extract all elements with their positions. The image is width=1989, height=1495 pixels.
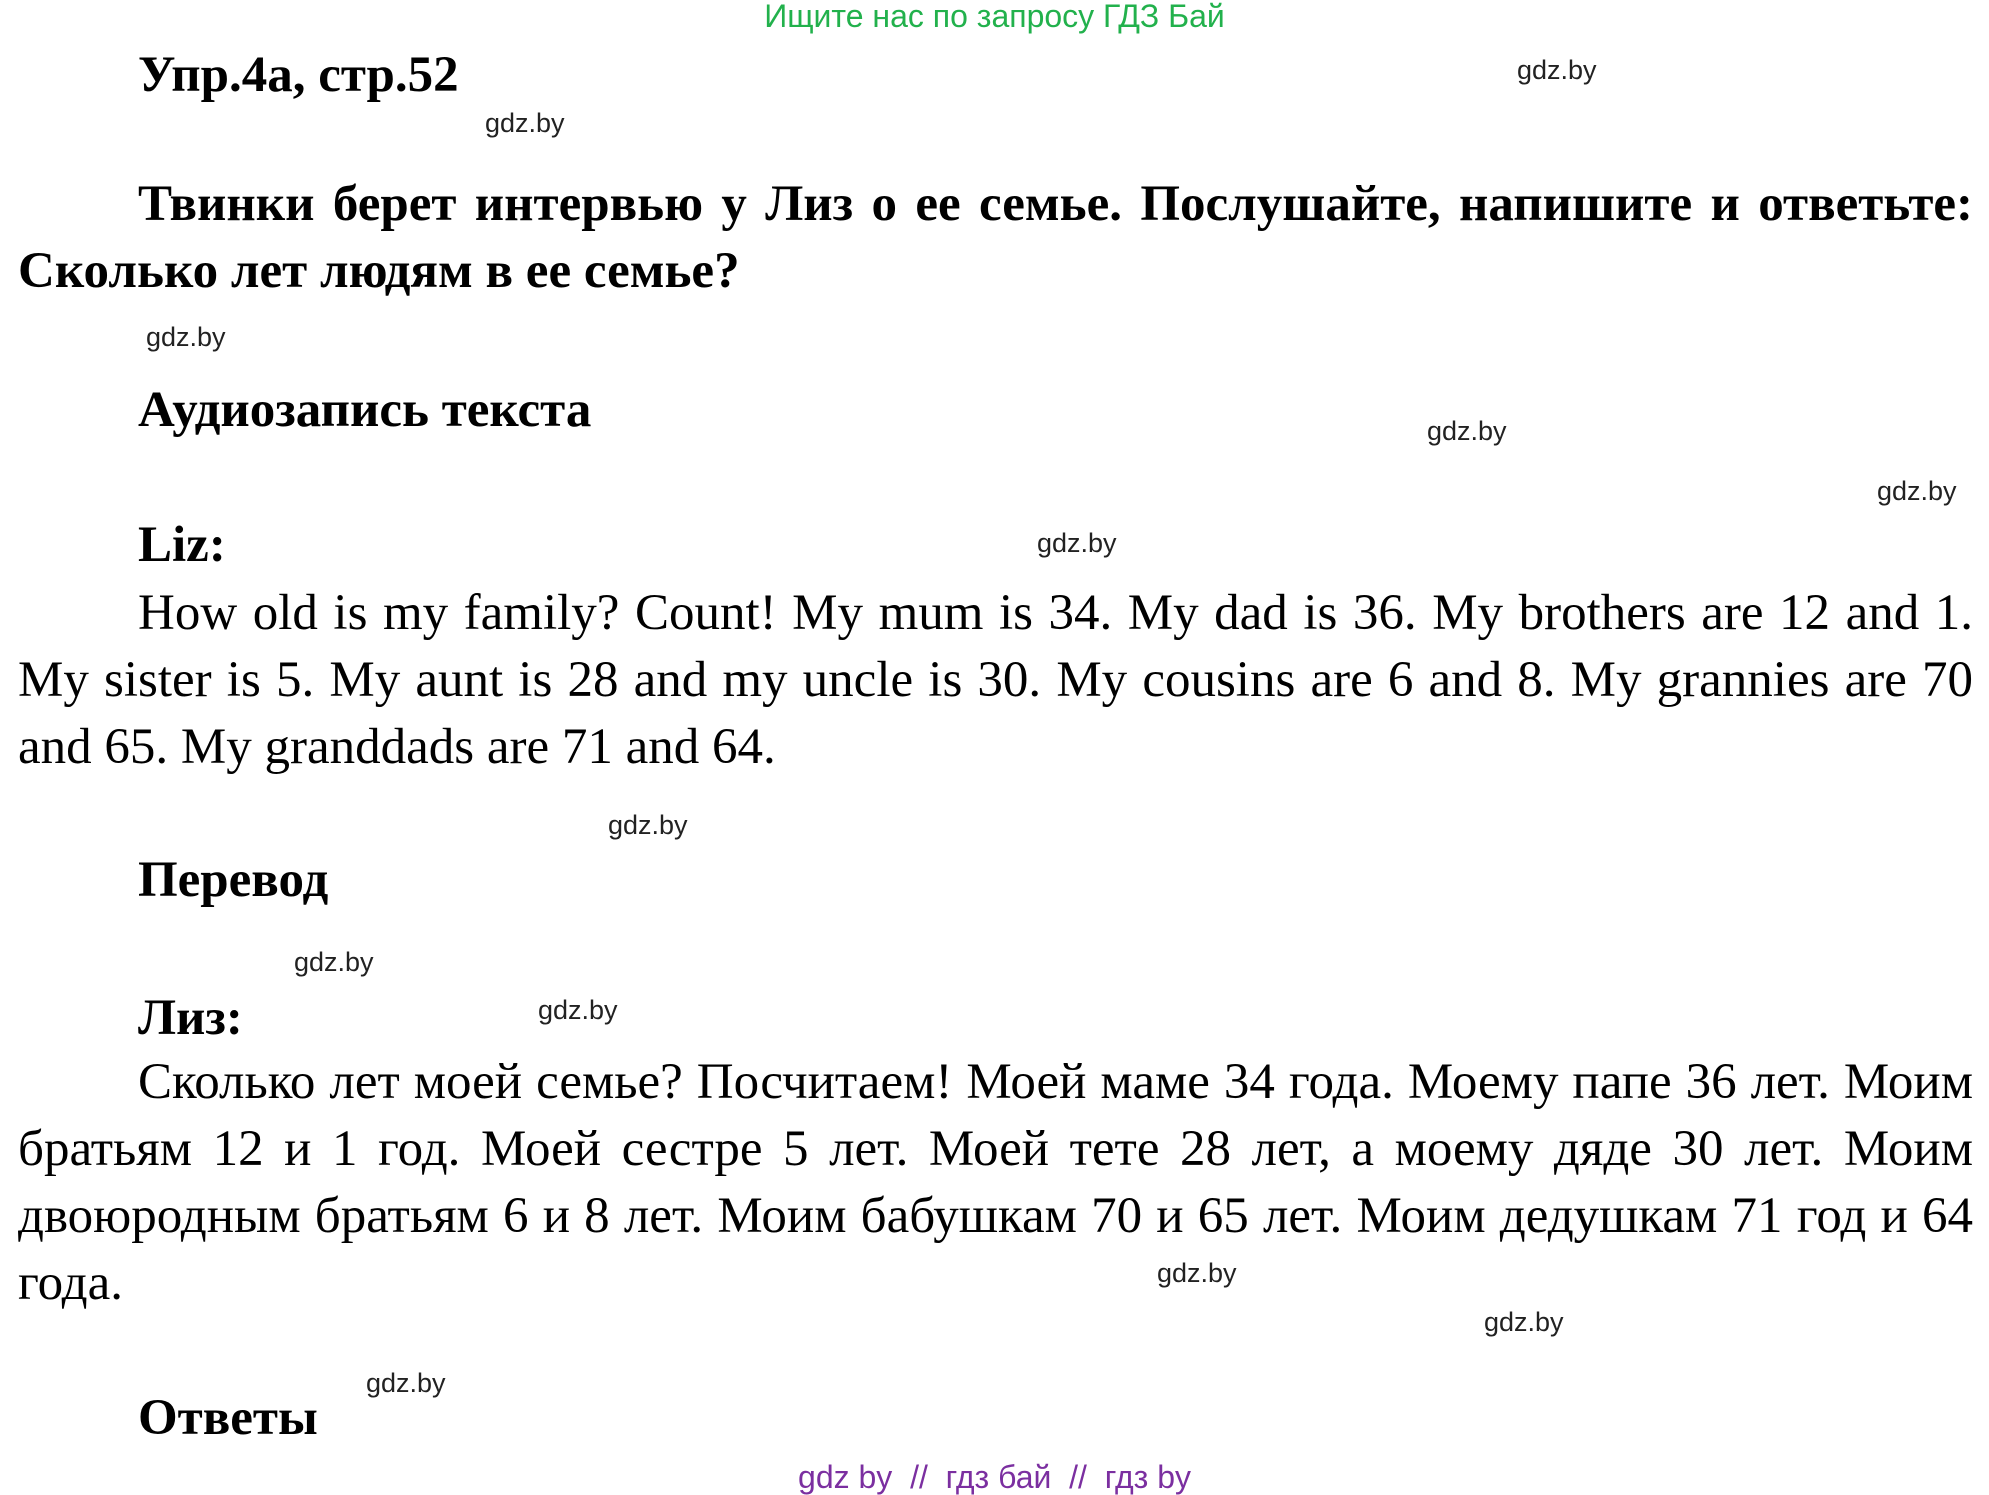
speaker-en: Liz: — [138, 517, 226, 573]
bottom-links: gdz by // гдз бай // гдз by — [798, 1459, 1191, 1495]
watermark: gdz.by — [1484, 1307, 1564, 1337]
watermark: gdz.by — [146, 322, 226, 352]
watermark: gdz.by — [485, 108, 565, 138]
watermark: gdz.by — [1427, 416, 1507, 446]
watermark: gdz.by — [1877, 476, 1957, 506]
audio-heading: Аудиозапись текста — [138, 382, 592, 438]
watermark: gdz.by — [1157, 1258, 1237, 1288]
translation-heading: Перевод — [138, 852, 329, 908]
exercise-title: Упр.4а, стр.52 — [138, 47, 459, 103]
watermark: gdz.by — [538, 995, 618, 1025]
english-text: How old is my family? Count! My mum is 34. My dad is 36. My brothers are 12 and 1. My sister is 5. My aunt is 28 and my uncle is 30. My cousins are 6 and 8. My grannies are 70 and 65. My granddads are 71 and 64. — [18, 585, 1973, 775]
task-text: Твинки берет интервью у Лиз о ее семье. Послушайте, напишите и ответьте: Сколько лет людям в ее семье? — [18, 176, 1973, 299]
watermark: gdz.by — [294, 947, 374, 977]
watermark: gdz.by — [1517, 55, 1597, 85]
watermark: gdz.by — [1037, 528, 1117, 558]
watermark: gdz.by — [608, 810, 688, 840]
watermark: gdz.by — [366, 1368, 446, 1398]
russian-text: Сколько лет моей семье? Посчитаем! Моей маме 34 года. Моему папе 36 лет. Моим братьям 12 и 1 год. Моей сестре 5 лет. Моей тете 28 лет, а моему дяде 30 лет. Моим двоюродным братьям 6 и 8 лет. Моим бабушкам 70 и 65 лет. Моим дедушкам 71 год и 64 года. — [18, 1054, 1973, 1311]
answers-heading: Ответы — [138, 1390, 318, 1446]
speaker-ru: Лиз: — [138, 990, 243, 1046]
search-banner: Ищите нас по запросу ГДЗ Бай — [764, 0, 1225, 34]
